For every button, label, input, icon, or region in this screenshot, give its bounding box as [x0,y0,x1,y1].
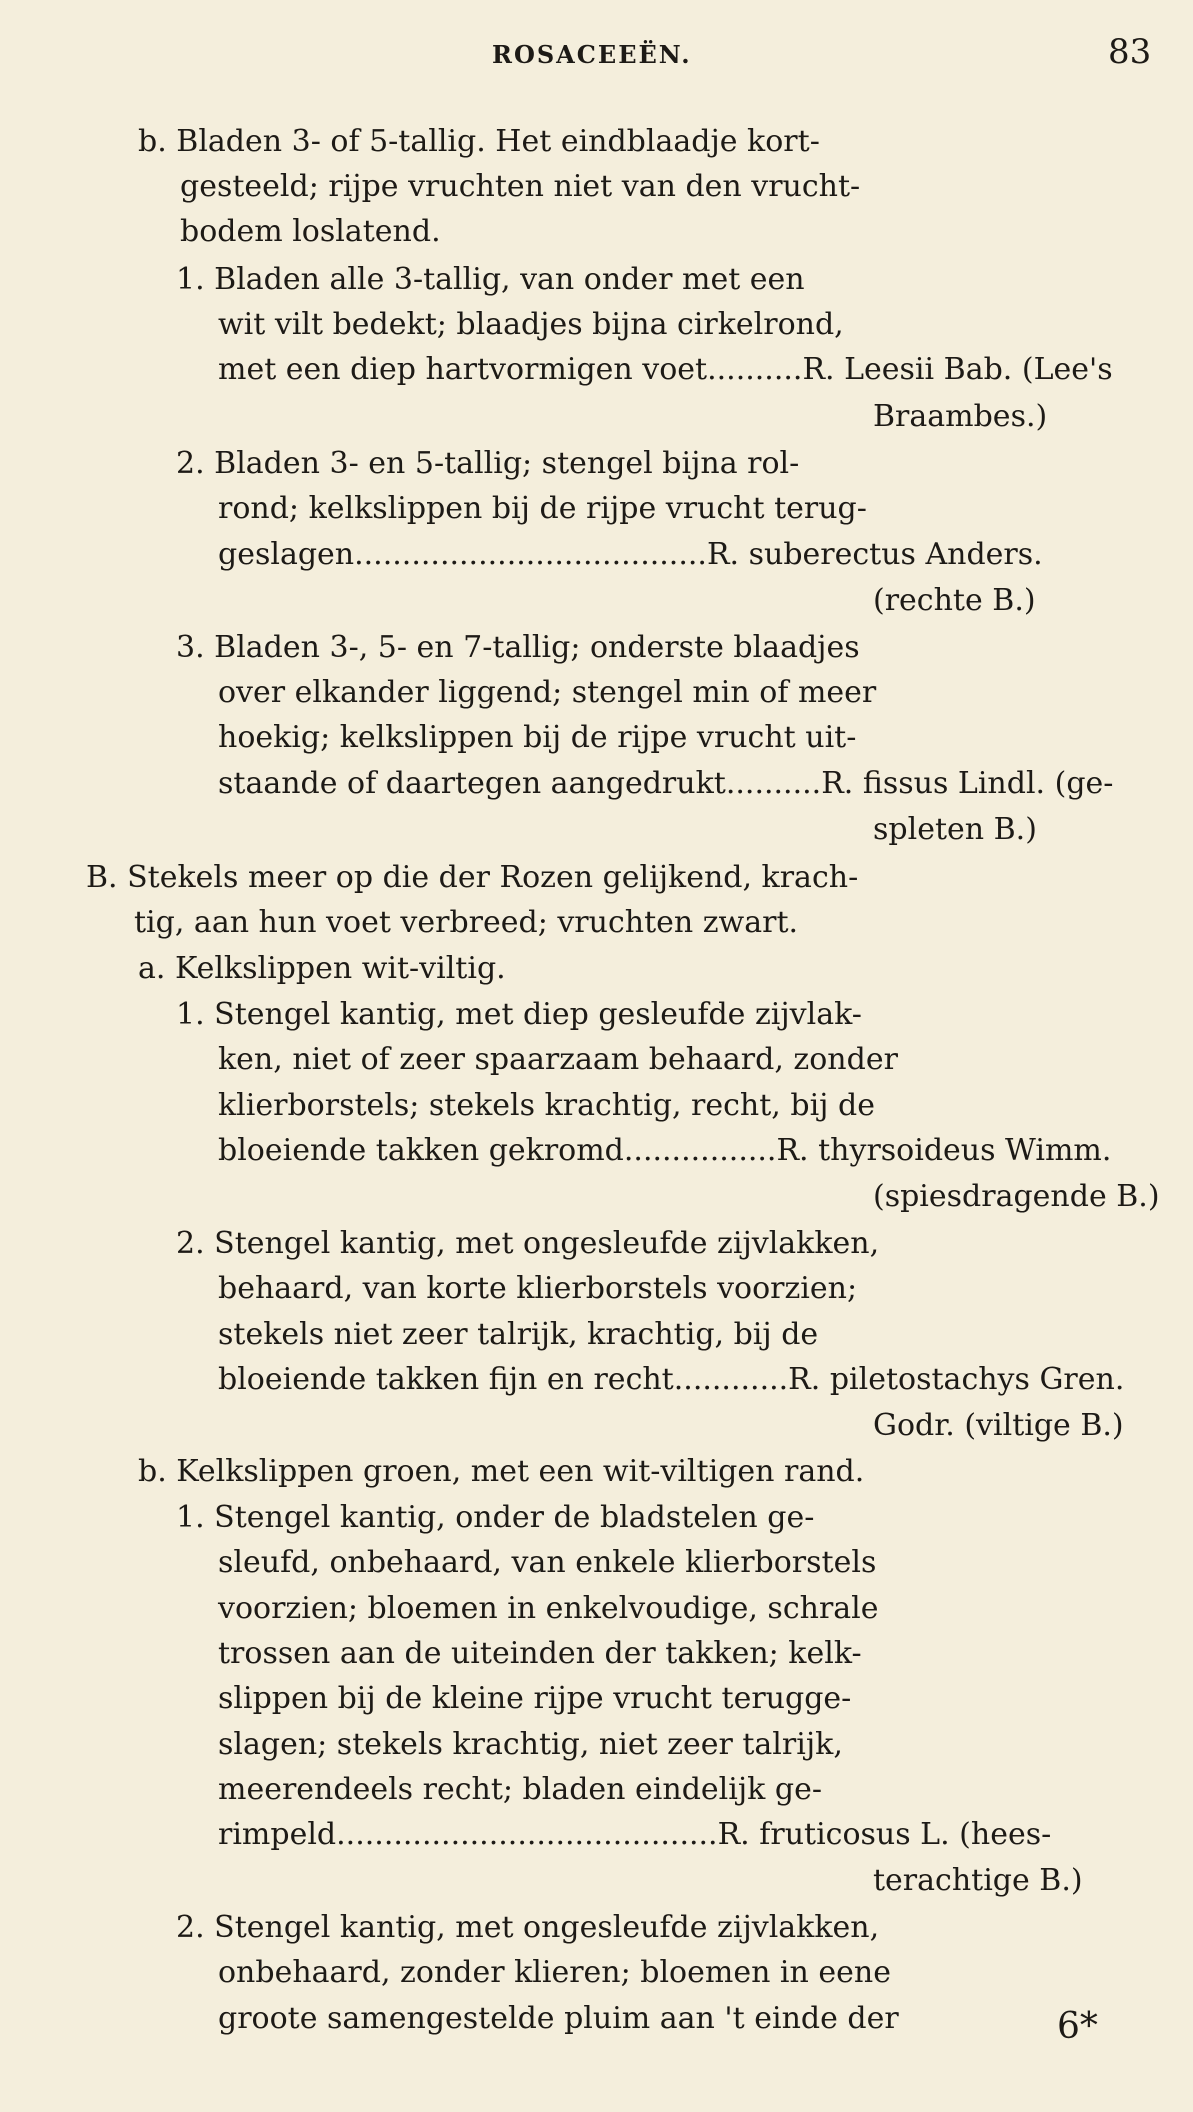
text-line: bloeiende takken gekromd................R. thyrsoideus Wimm. [218,1133,1112,1168]
text-line: 1. Bladen alle 3-tallig, van onder met een [176,262,805,297]
text-line: (spiesdragende B.) [873,1179,1160,1214]
text-line: B. Stekels meer op die der Rozen gelijkend, krach- [86,860,859,895]
text-line: geslagen.....................................R. suberectus Anders. [218,537,1043,572]
text-line: Braambes.) [873,399,1048,434]
text-line: 2. Bladen 3- en 5-tallig; stengel bijna rol- [176,446,800,481]
text-line: b. Bladen 3- of 5-tallig. Het eindblaadje kort- [138,124,820,159]
text-line: voorzien; bloemen in enkelvoudige, schrale [218,1591,879,1626]
running-header: ROSACEEËN. [492,40,692,69]
text-line: trossen aan de uiteinden der takken; kelk- [218,1636,862,1671]
text-line: hoekig; kelkslippen bij de rijpe vrucht uit- [218,720,857,755]
text-line: 2. Stengel kantig, met ongesleufde zijvlakken, [176,1910,880,1945]
text-line: groote samengestelde pluim aan 't einde der [218,2001,899,2036]
text-line: tig, aan hun voet verbreed; vruchten zwart. [134,905,799,940]
text-line: slippen bij de kleine rijpe vrucht terugge- [218,1681,852,1716]
text-line: met een diep hartvormigen voet..........R. Leesii Bab. (Lee's [218,352,1113,387]
text-line: rimpeld........................................R. fruticosus L. (hees- [218,1817,1052,1852]
text-line: bloeiende takken fijn en recht............R. piletostachys Gren. [218,1362,1125,1397]
text-line: staande of daartegen aangedrukt..........R. fissus Lindl. (ge- [218,766,1114,801]
text-line: a. Kelkslippen wit-viltig. [138,951,506,986]
text-line: 3. Bladen 3-, 5- en 7-tallig; onderste blaadjes [176,630,860,665]
text-line: 2. Stengel kantig, met ongesleufde zijvlakken, [176,1226,880,1261]
text-line: bodem loslatend. [180,214,441,249]
text-line: 1. Stengel kantig, met diep gesleufde zijvlak- [176,997,862,1032]
text-line: (rechte B.) [873,583,1036,618]
text-line: rond; kelkslippen bij de rijpe vrucht terug- [218,491,867,526]
text-line: slagen; stekels krachtig, niet zeer talrijk, [218,1727,843,1762]
text-line: wit vilt bedekt; blaadjes bijna cirkelrond, [218,307,844,342]
page-number: 83 [1108,32,1152,72]
text-line: stekels niet zeer talrijk, krachtig, bij de [218,1317,819,1352]
text-line: behaard, van korte klierborstels voorzien; [218,1271,858,1306]
text-line: over elkander liggend; stengel min of meer [218,675,877,710]
text-line: onbehaard, zonder klieren; bloemen in eene [218,1955,891,1990]
text-line: gesteeld; rijpe vruchten niet van den vrucht- [180,169,861,204]
text-line: b. Kelkslippen groen, met een wit-viltigen rand. [138,1454,865,1489]
text-line: 1. Stengel kantig, onder de bladstelen ge- [176,1500,815,1535]
text-line: terachtige B.) [873,1863,1083,1898]
text-line: ken, niet of zeer spaarzaam behaard, zonder [218,1042,898,1077]
text-line: Godr. (viltige B.) [873,1408,1124,1443]
text-line: spleten B.) [873,812,1037,847]
signature-mark: 6* [1057,2006,1098,2047]
text-line: meerendeels recht; bladen eindelijk ge- [218,1772,822,1807]
text-line: sleufd, onbehaard, van enkele klierborstels [218,1545,877,1580]
text-line: klierborstels; stekels krachtig, recht, bij de [218,1088,875,1123]
